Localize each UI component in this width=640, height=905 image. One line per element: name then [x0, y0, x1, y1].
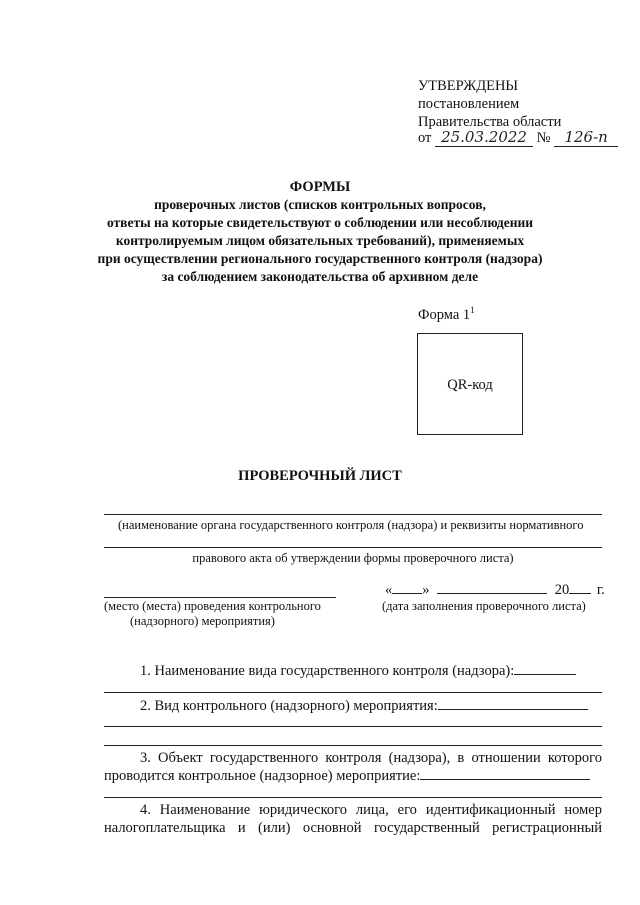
year-suffix: г. — [596, 582, 605, 598]
heading-line: при осуществлении регионального государственного контроля (надзора) — [97, 251, 543, 266]
approval-line-2: Правительства области — [418, 114, 562, 130]
quote-close: » — [422, 582, 430, 598]
approval-line-1: постановлением — [418, 96, 520, 112]
month-blank — [437, 593, 547, 594]
forms-heading-title: ФОРМЫ — [289, 179, 351, 195]
item-4-line-1: 4. Наименование юридического лица, его идентификационный номер — [140, 802, 602, 818]
form-label — [418, 301, 475, 324]
item-2-line-b — [104, 745, 602, 746]
item-2-blank — [438, 709, 588, 710]
sheet-title: ПРОВЕРОЧНЫЙ ЛИСТ — [238, 468, 402, 484]
place-caption-1: (место (места) проведения контрольного — [104, 599, 321, 613]
form-label-footnote: 1 — [470, 305, 475, 315]
place-line — [104, 597, 336, 598]
approval-date-row — [418, 128, 618, 150]
forms-heading-block — [0, 196, 640, 286]
approval-date-handwritten: 25.03.2022 — [435, 128, 533, 147]
place-caption-2: (надзорного) мероприятия) — [130, 614, 275, 628]
item-2-line-a — [104, 726, 602, 727]
item-3-line — [104, 797, 602, 798]
item-3-line-1: 3. Объект государственного контроля (надзора), в отношении которого — [140, 750, 602, 766]
item-3-row-2 — [104, 767, 590, 785]
quote-open: « — [385, 582, 393, 598]
year-blank — [569, 593, 591, 594]
qr-code-box — [417, 333, 523, 435]
heading-line: проверочных листов (списков контрольных вопросов, — [154, 197, 486, 212]
date-fill-row — [385, 581, 605, 599]
org-caption-1: (наименование органа государственного контроля (надзора) и реквизиты нормативного — [118, 518, 584, 532]
approval-number-handwritten: 126-п — [554, 128, 618, 147]
date-caption: (дата заполнения проверочного листа) — [382, 599, 586, 613]
day-blank — [392, 593, 422, 594]
approval-title: УТВЕРЖДЕНЫ — [418, 78, 519, 94]
item-4-line-2: налогоплательщика и (или) основной государственный регистрационный — [104, 820, 602, 836]
approval-number-sign: № — [536, 130, 551, 146]
form-label-text: Форма 1 — [418, 306, 471, 323]
item-2-label: 2. Вид контрольного (надзорного) мероприятия: — [140, 698, 438, 714]
org-caption-2: правового акта об утверждении формы проверочного листа) — [192, 551, 514, 565]
heading-line: за соблюдением законодательства об архивном деле — [161, 269, 479, 284]
heading-line: ответы на которые свидетельствуют о соблюдении или несоблюдении — [106, 215, 534, 230]
item-1-blank — [514, 674, 576, 675]
approval-date-prefix: от — [418, 130, 432, 146]
heading-line: контролируемым лицом обязательных требований), применяемых — [115, 233, 525, 248]
item-1-label: 1. Наименование вида государственного контроля (надзора): — [140, 663, 515, 679]
item-1-line — [104, 692, 602, 693]
item-1-row — [140, 662, 576, 680]
item-3-line-2: проводится контрольное (надзорное) мероприятие: — [104, 768, 421, 784]
qr-code-label: QR-код — [447, 377, 493, 393]
year-prefix: 20 — [554, 582, 570, 598]
item-3-blank — [420, 779, 590, 780]
org-name-line — [104, 514, 602, 515]
item-2-row — [140, 697, 588, 715]
org-act-line — [104, 547, 602, 548]
